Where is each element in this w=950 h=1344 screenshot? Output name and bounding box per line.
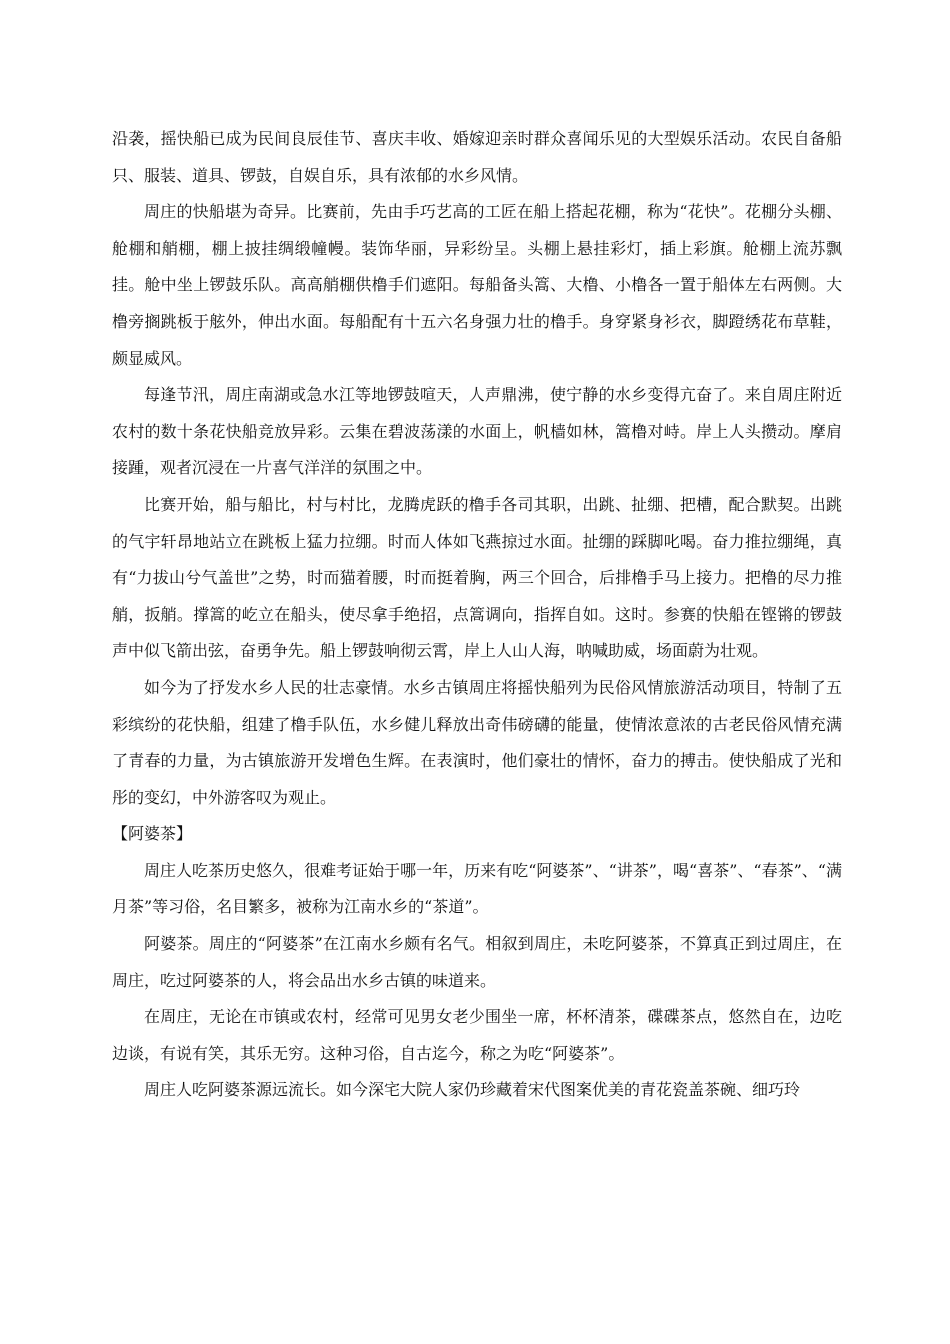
paragraph-tourism-project: 如今为了抒发水乡人民的壮志豪情。水乡古镇周庄将摇快船列为民俗风情旅游活动项目，特制了五彩缤纷的花快船，组建了橹手队伍，水乡健儿释放出奇伟磅礴的能量，使情浓意浓的古老民俗风情充满了青春的力量，为古镇旅游开发增色生辉。在表演时，他们豪壮的情怀，奋力的搏击。使快船成了光和彤的变幻，中外游客叹为观止。 bbox=[112, 677, 842, 807]
paragraph-race-description: 比赛开始，船与船比，村与村比，龙腾虎跃的橹手各司其职，出跳、扯绷、把槽，配合默契。出跳的气宇轩昂地站立在跳板上猛力拉绷。时而人体如飞燕掠过水面。扯绷的踩脚叱喝。奋力推拉绷绳，真有“力拔山兮气盖世”之势，时而猫着腰，时而挺着胸，两三个回合，后排橹手马上接力。把橹的尽力推艄，扳艄。撑篙的屹立在船头，使尽拿手绝招，点篙调向，指挥自如。这时。参赛的快船在铿锵的锣鼓声中似飞箭出弦，奋勇争先。船上锣鼓响彻云霄，岸上人山人海，呐喊助威，场面蔚为壮观。 bbox=[112, 494, 842, 661]
paragraph-boat-custom-continued: 沿袭，摇快船已成为民间良辰佳节、喜庆丰收、婚嫁迎亲时群众喜闻乐见的大型娱乐活动。农民自备船只、服装、道具、锣鼓，自娱自乐，具有浓郁的水乡风情。 bbox=[112, 129, 842, 185]
section-heading-apo-tea: 【阿婆茶】 bbox=[112, 824, 193, 844]
paragraph-apo-tea-origin: 周庄人吃阿婆茶源远流长。如今深宅大院人家仍珍藏着宋代图案优美的青花瓷盖茶碗、细巧玲 bbox=[144, 1080, 801, 1100]
paragraph-festival-scene: 每逢节汛，周庄南湖或急水江等地锣鼓喧天，人声鼎沸，使宁静的水乡变得亢奋了。来自周庄附近农村的数十条花快船竞放异彩。云集在碧波荡漾的水面上，帆樯如林，篙橹对峙。岸上人头攒动。摩肩接踵，观者沉浸在一片喜气洋洋的氛围之中。 bbox=[112, 385, 842, 478]
paragraph-flower-boat-decoration: 周庄的快船堪为奇异。比赛前，先由手巧艺高的工匠在船上搭起花棚，称为“花快”。花棚分头棚、舱棚和艄棚，棚上披挂绸缎幢幔。装饰华丽，异彩纷呈。头棚上悬挂彩灯，插上彩旗。舱棚上流苏飘挂。舱中坐上锣鼓乐队。高高艄棚供橹手们遮阳。每船备头篙、大橹、小橹各一置于船体左右两侧。大橹旁搁跳板于舷外，伸出水面。每船配有十五六名身强力壮的橹手。身穿紧身衫衣，脚蹬绣花布草鞋，颇显威风。 bbox=[112, 202, 842, 368]
paragraph-tea-history: 周庄人吃茶历史悠久，很难考证始于哪一年，历来有吃“阿婆茶”、“讲茶”，喝“喜茶”、“春茶”、“满月茶”等习俗，名目繁多，被称为江南水乡的“茶道”。 bbox=[112, 860, 842, 917]
document-page bbox=[112, 121, 842, 1109]
paragraph-apo-tea-custom: 在周庄，无论在市镇或农村，经常可见男女老少围坐一席，杯杯清茶，碟碟茶点，悠然自在，边吃边谈，有说有笑，其乐无穷。这种习俗，自古迄今，称之为吃“阿婆茶”。 bbox=[112, 1007, 842, 1063]
paragraph-apo-tea-fame: 阿婆茶。周庄的“阿婆茶”在江南水乡颇有名气。相叙到周庄，未吃阿婆茶，不算真正到过周庄，在周庄，吃过阿婆茶的人，将会品出水乡古镇的味道来。 bbox=[112, 934, 842, 990]
